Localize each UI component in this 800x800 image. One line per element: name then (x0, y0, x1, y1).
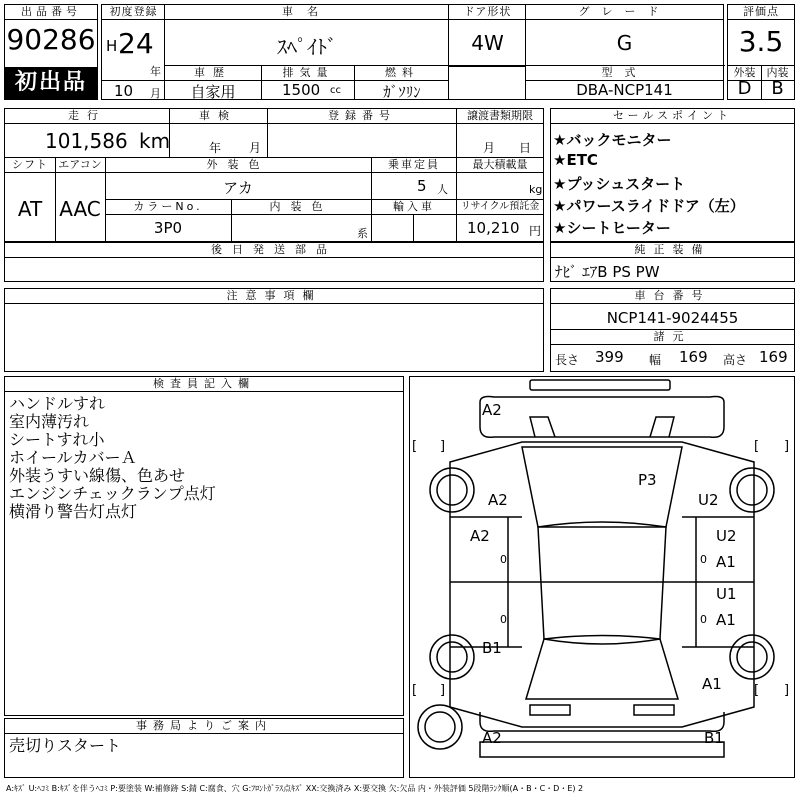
inspector-line-2: 室内薄汚れ (9, 412, 90, 431)
inspector-line-5: 外装うすい線傷、色あせ (9, 466, 186, 485)
history-label: 車歴 (165, 66, 261, 81)
mark-left-front-fender: A2 (488, 491, 508, 509)
mark-rear-bumper-right: B1 (704, 729, 724, 747)
mark-left-rear-fender: B1 (482, 639, 502, 657)
interior-grade: B (771, 78, 784, 99)
car-info-box (101, 4, 724, 100)
mileage: 101,586 (45, 129, 128, 153)
height-label: 高さ (723, 353, 748, 367)
reg-month: 10 (114, 82, 134, 100)
mark-right-rear-door-2: A1 (716, 611, 736, 629)
recycle-unit: 円 (529, 224, 542, 238)
shift-label: シフト (5, 158, 55, 173)
capacity-label: 乗車定員 (371, 158, 457, 173)
recycle-amount: 10,210 (467, 219, 520, 237)
ac: AAC (59, 197, 101, 221)
year-unit: 年 (150, 65, 161, 78)
sales-point-4: ★パワースライドドア（左） (553, 197, 745, 215)
transfer-label: 譲渡書類期限 (457, 109, 543, 124)
mark-front-bumper: A2 (482, 401, 502, 419)
inspector-line-3: シートすれ小 (9, 430, 105, 449)
caution-box (4, 288, 544, 372)
sales-point-3: ★プッシュスタート (553, 175, 686, 193)
car-outline (410, 377, 794, 777)
history: 自家用 (190, 83, 236, 101)
exterior-grade: D (737, 78, 752, 99)
grade-label: グレード (526, 5, 723, 20)
later-parts-box (4, 242, 544, 282)
mark-mirror-left: 0 (500, 553, 507, 566)
chassis-label: 車台番号 (551, 289, 794, 304)
width-label: 幅 (649, 353, 662, 367)
era: H (106, 37, 118, 55)
ext-color-label: 外装色 (105, 158, 371, 173)
bracket-top-right-open: [ (754, 439, 760, 454)
inspection-year-unit: 年 (209, 141, 222, 155)
mark-right-rear-door-1: U1 (716, 585, 737, 603)
lot-box (4, 4, 98, 100)
mark-right-front-door-1: U2 (716, 527, 737, 545)
inspection-month-unit: 月 (249, 141, 262, 155)
car-name-label: 車名 (165, 5, 449, 20)
lot-number: 90286 (6, 23, 96, 56)
displacement-unit: cc (330, 85, 341, 96)
car-diagram (409, 376, 795, 778)
reg-year: 24 (118, 27, 154, 60)
sales-point-1: ★バックモニター (553, 131, 672, 149)
fuel-label: 燃料 (355, 66, 449, 81)
max-load-label: 最大積載量 (457, 158, 543, 173)
import-label: 輸入車 (371, 200, 457, 215)
door-label: ドア形状 (449, 5, 526, 20)
bracket-top-left-close: ] (440, 439, 446, 454)
width: 169 (679, 348, 708, 366)
displacement: 1500 (282, 81, 321, 99)
bracket-bottom-left-close: ] (440, 683, 446, 698)
mark-mirror-right-2: 0 (700, 613, 707, 626)
legend: A:ｷｽﾞ U:ﾍｺﾐ B:ｷｽﾞを伴うﾍｺﾐ P:要塗装 W:補修跡 S:錆 C:腐食、穴 G:ﾌﾛﾝﾄｶﾞﾗｽ点ｷｽﾞ XX:交換済み X:要交換 欠:欠品 内・外装評価 5段階ﾗﾝｸ順(A・B・C・D・E) 2 (6, 784, 584, 793)
mark-right-front-door-2: A1 (716, 553, 736, 571)
inspector-line-6: エンジンチェックランプ点灯 (9, 484, 216, 503)
later-parts-label: 後日発送部品 (5, 243, 543, 258)
equipment-label: 純正装備 (551, 243, 794, 258)
bracket-bottom-right-close: ] (784, 683, 790, 698)
caution-label: 注意事項欄 (5, 289, 543, 304)
inspector-label: 検査員記入欄 (5, 377, 403, 392)
sales-points-label: セールスポイント (551, 109, 794, 124)
reg-no-label: 登録番号 (267, 109, 457, 124)
ac-label: エアコン (55, 158, 105, 173)
model: DBA-NCP141 (576, 81, 673, 99)
int-color-label: 内装色 (231, 200, 371, 215)
month-unit: 月 (150, 87, 161, 100)
score: 3.5 (738, 25, 784, 58)
max-load-unit: kg (529, 183, 543, 196)
int-color-unit: 系 (357, 227, 368, 240)
door-type: 4W (471, 31, 504, 55)
capacity: 5 (417, 177, 427, 195)
color-no: 3P0 (153, 219, 183, 237)
height: 169 (759, 348, 788, 366)
equipment-value: ﾅﾋﾞ ｴｱB PS PW (555, 263, 660, 281)
sales-points-box (550, 108, 795, 242)
bracket-bottom-left-open: [ (412, 683, 418, 698)
inspector-line-7: 横滑り警告灯点灯 (9, 502, 138, 521)
chassis-box (550, 288, 795, 372)
lot-label: 出品番号 (5, 5, 97, 20)
dimensions-label: 諸元 (551, 330, 794, 345)
equipment-box (550, 242, 795, 282)
inspector-line-4: ホイールカバーＡ (9, 448, 137, 467)
mark-hood: P3 (638, 471, 657, 489)
specs-box (4, 108, 544, 242)
color-no-label: カラーNo. (105, 200, 231, 215)
capacity-unit: 人 (437, 183, 448, 196)
length: 399 (595, 348, 624, 366)
mileage-label: 走行 (5, 109, 169, 124)
ext-color: アカ (223, 179, 253, 197)
inspection-label: 車検 (169, 109, 267, 124)
sales-point-2: ★ETC (553, 151, 598, 169)
length-label: 長さ (555, 353, 580, 367)
mileage-unit: km (139, 129, 171, 153)
mark-right-front-fender: U2 (698, 491, 719, 509)
mark-mirror-right: 0 (700, 553, 707, 566)
car-name: ｽﾍﾟｲﾄﾞ (277, 35, 337, 59)
office-label: 事務局よりご案内 (5, 719, 403, 734)
bracket-bottom-right-open: [ (754, 683, 760, 698)
mark-mirror-left-2: 0 (500, 613, 507, 626)
chassis-number: NCP141-9024455 (606, 309, 739, 327)
inspector-line-1: ハンドルすれ (9, 394, 106, 413)
transfer-day-unit: 日 (519, 141, 532, 155)
sales-point-5: ★シートヒーター (553, 219, 671, 237)
mark-rear-bumper-left: A2 (482, 729, 502, 747)
mark-right-rear-fender: A1 (702, 675, 722, 693)
transfer-month-unit: 月 (483, 141, 496, 155)
shift: AT (17, 197, 43, 221)
score-box (727, 4, 795, 100)
displacement-label: 排気量 (262, 66, 354, 81)
inspector-box (4, 376, 404, 716)
score-label: 評価点 (728, 5, 794, 20)
office-box (4, 718, 404, 778)
mark-left-front-door: A2 (470, 527, 490, 545)
fuel: ｶﾞｿﾘﾝ (383, 83, 421, 101)
recycle-label: リサイクル預託金 (457, 200, 543, 215)
office-text: 売切りスタート (9, 736, 122, 755)
exterior-label: 外装 (728, 66, 761, 81)
first-listing-text: 初出品 (14, 70, 87, 95)
reg-label: 初度登録 (102, 5, 165, 20)
model-label: 型式 (526, 66, 723, 81)
bracket-top-left-open: [ (412, 439, 418, 454)
interior-label: 内装 (761, 66, 794, 81)
bracket-top-right-close: ] (784, 439, 790, 454)
grade: G (616, 31, 633, 55)
first-listing-badge (5, 67, 97, 99)
